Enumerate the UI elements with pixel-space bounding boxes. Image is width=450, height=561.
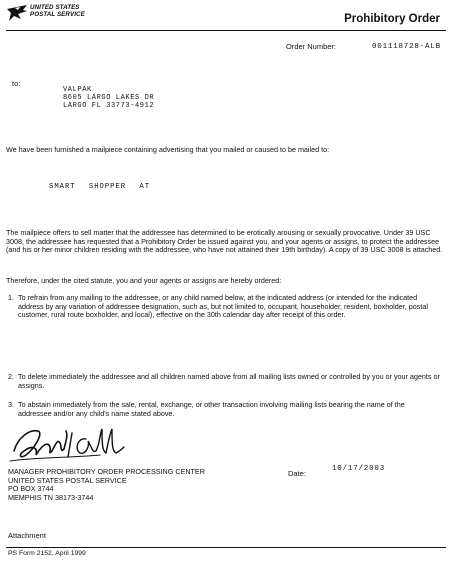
- recipient-city: LARGO FL 33773-4912: [63, 102, 155, 110]
- eagle-icon: [6, 3, 28, 23]
- item-text: To abstain immediately from the sale, rental, exchange, or other transaction involving mailing lists bearing the name of the addressee and/or any child's name stated above.: [18, 400, 405, 418]
- addressee-name: SMART SHOPPER AT: [49, 183, 151, 191]
- order-item-2: [8, 373, 440, 390]
- item-text: To delete immediately the addressee and all children named above from all mailing lists owned or controlled by you or your agents or assigns.: [18, 372, 440, 390]
- form-id: PS Form 2152, April 1999: [8, 550, 86, 557]
- sender-line: PO BOX 3744: [8, 484, 54, 493]
- item-text: To refrain from any mailing to the addressee, or any child named below, at the indicated address (or intended for the indicated address by any variation of addressee designation, such as, but not limited to, occupant, householder, resident, boxholder, postal customer, rural route boxholder, and local), effective on the 30th calendar day after receipt of this order.: [18, 293, 428, 320]
- recipient-street: 8605 LARGO LAKES DR: [63, 94, 155, 102]
- sender-block: [8, 468, 205, 502]
- footer-divider: [6, 547, 446, 548]
- sender-line: UNITED STATES POSTAL SERVICE: [8, 475, 127, 485]
- usps-logo: [6, 3, 96, 25]
- logo-wordmark: UNITED STATES POSTAL SERVICE: [30, 4, 85, 18]
- order-number-label: Order Number:: [286, 42, 337, 51]
- intro-paragraph: We have been furnished a mailpiece containing advertising that you mailed or caused to be mailed to:: [6, 145, 330, 154]
- statement-paragraph: The mailpiece offers to sell matter that the addressee has determined to be erotically arousing or sexually provocative. Under 39 USC 3008, the addressee has requested that a Prohibitory Order be issued against you, and your agents or assigns, to protect the addressee (and his or her minor children residing with the addressee, who have not attained their 19th birthday). A copy of 39 USC 3008 is attached.: [6, 228, 443, 255]
- sender-line: MEMPHIS TN 38173-3744: [8, 492, 94, 502]
- sender-line: MANAGER PROHIBITORY ORDER PROCESSING CENTER: [8, 467, 205, 476]
- date-value: 10/17/2003: [332, 465, 386, 473]
- item-number: 1.: [8, 293, 14, 302]
- handwritten-signature: [8, 421, 128, 465]
- recipient-name: VALPAK: [63, 86, 92, 94]
- item-number: 3.: [8, 400, 14, 409]
- document-title: Prohibitory Order: [344, 13, 440, 25]
- order-item-1: [8, 294, 440, 320]
- header-divider: [6, 30, 446, 31]
- item-number: 2.: [8, 372, 14, 381]
- date-label: Date:: [288, 469, 306, 478]
- therefore-paragraph: Therefore, under the cited statute, you and your agents or assigns are hereby ordered:: [6, 276, 282, 285]
- order-number-value: 001118728-ALB: [372, 43, 441, 51]
- to-label: to:: [12, 79, 21, 88]
- order-item-3: [8, 401, 440, 418]
- attachment-label: Attachment: [8, 531, 46, 540]
